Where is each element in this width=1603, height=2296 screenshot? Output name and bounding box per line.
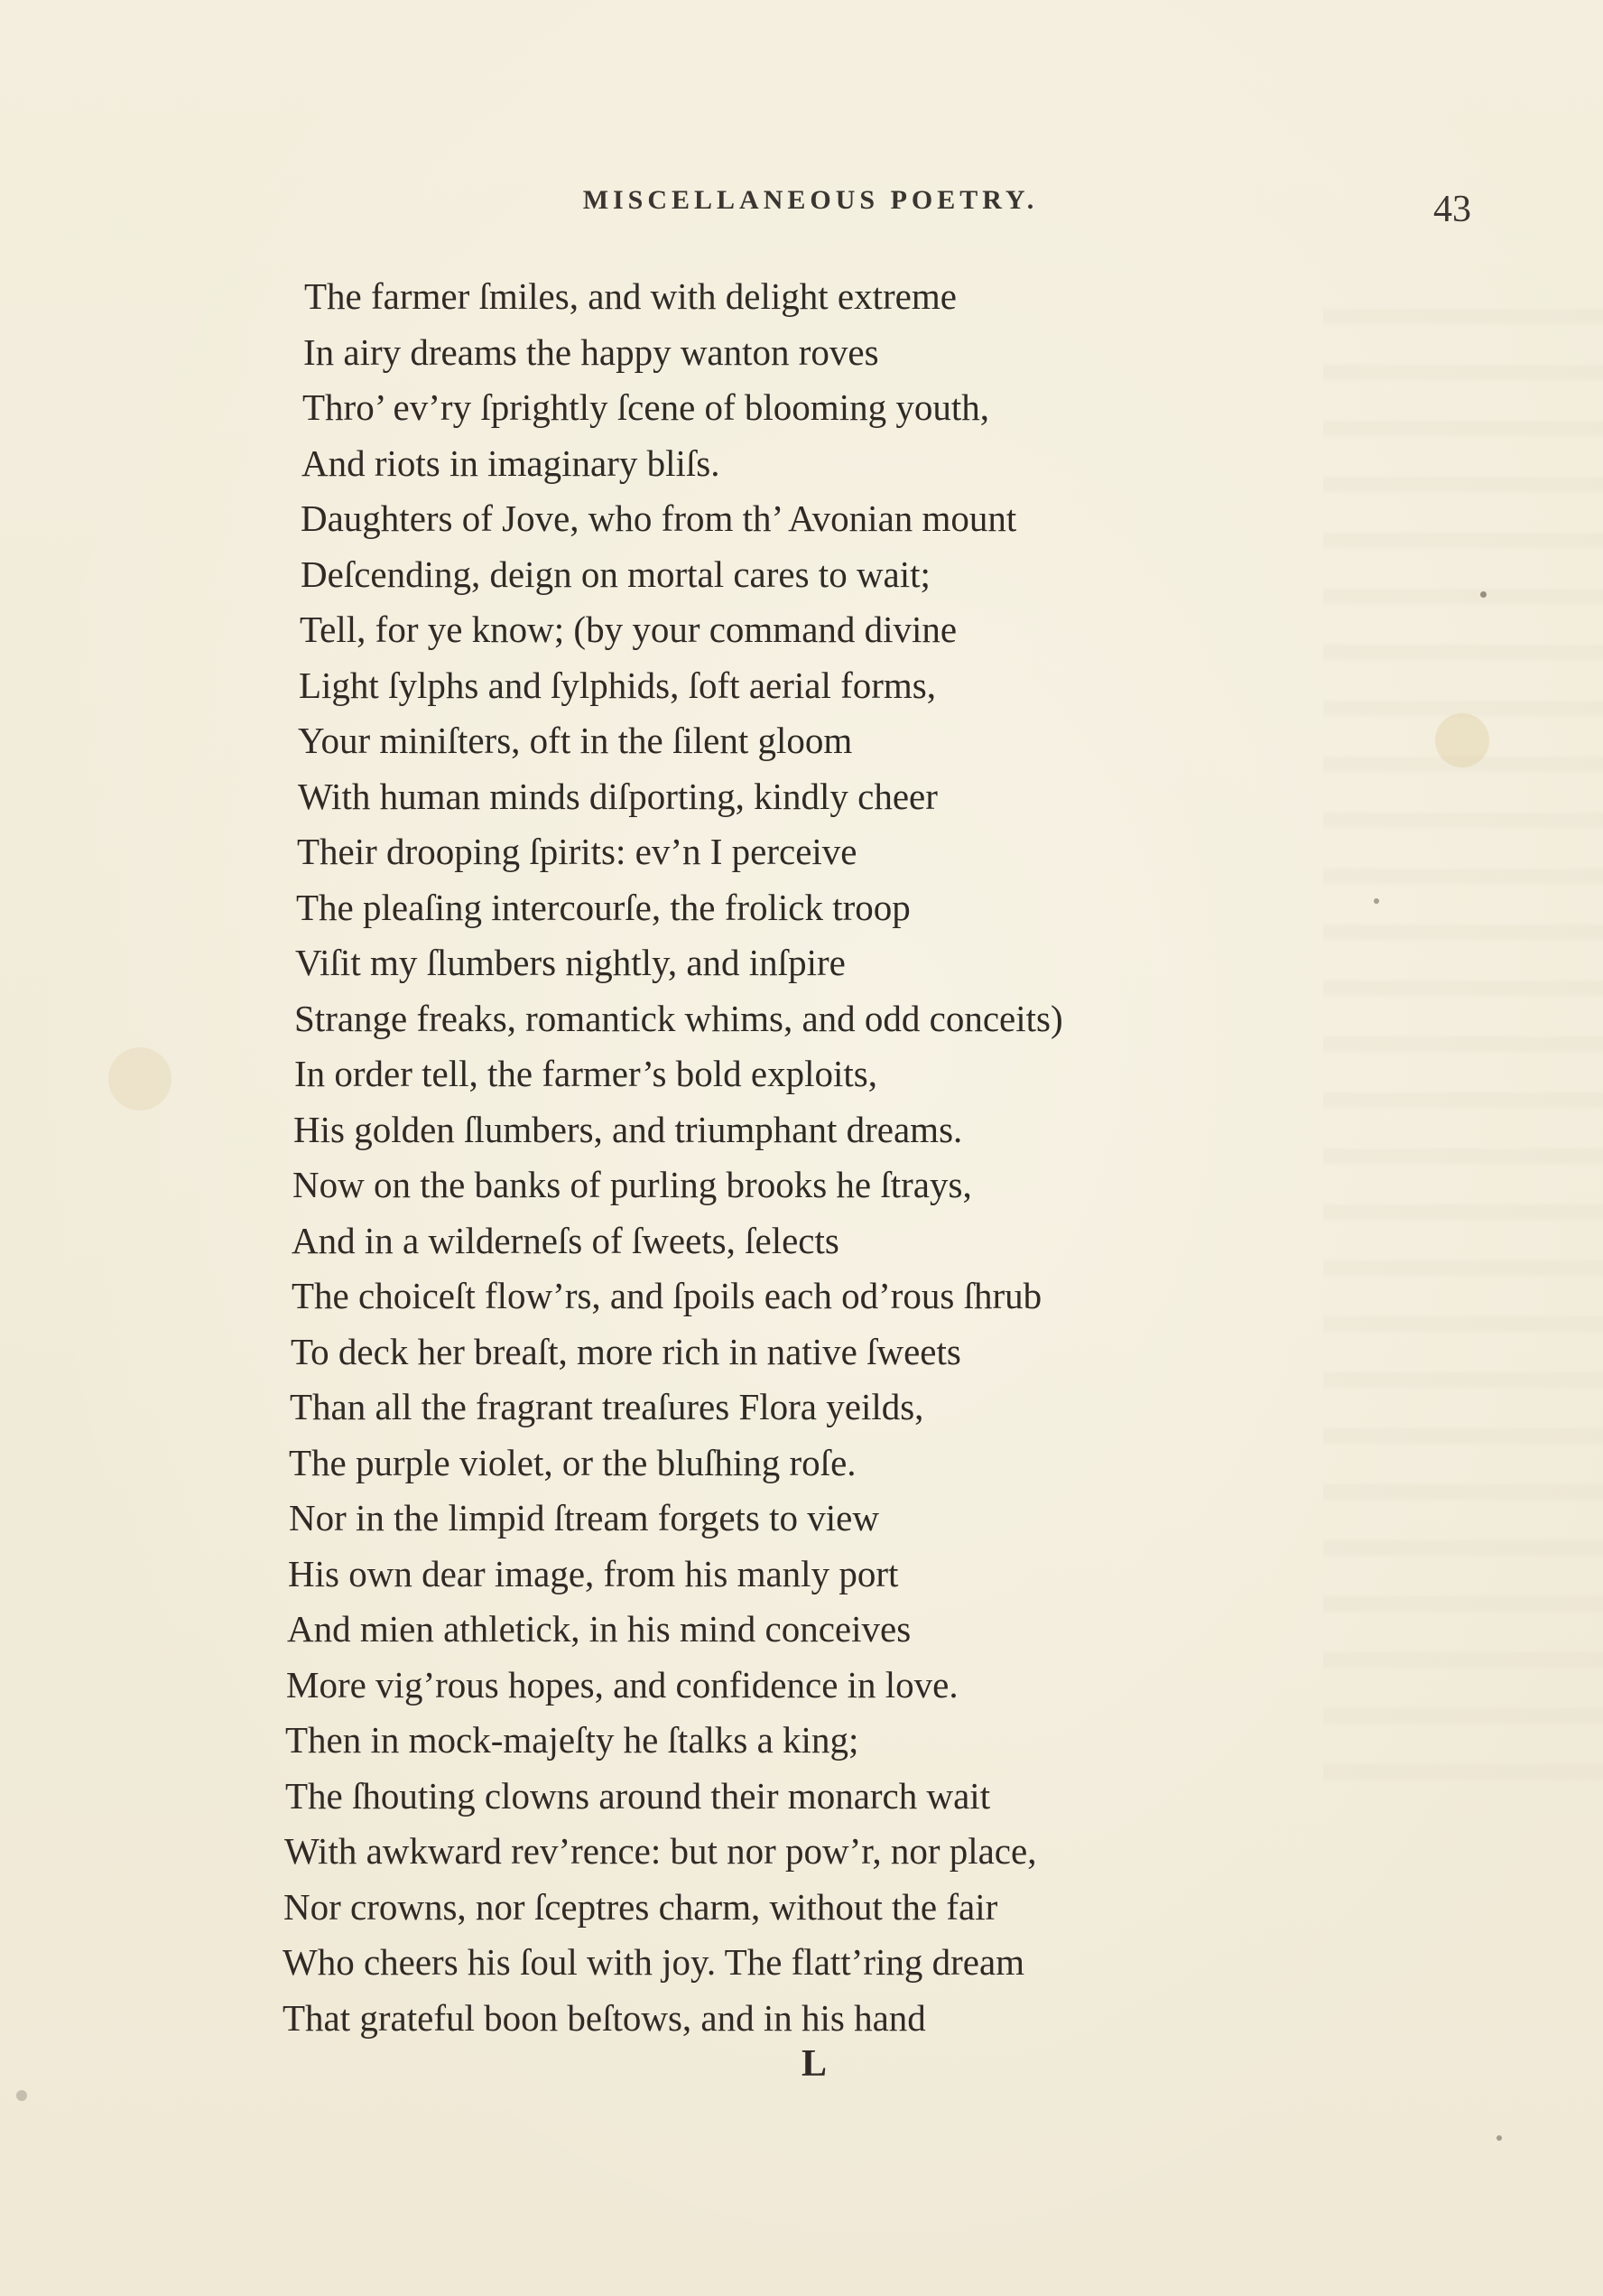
poem-line: Deſcending, deign on mortal cares to wait; bbox=[301, 553, 931, 595]
foxing-spot bbox=[1435, 713, 1489, 767]
poem-line: Nor in the limpid ſtream forgets to view bbox=[289, 1497, 879, 1538]
page-number: 43 bbox=[1433, 189, 1471, 230]
poem-line: Your miniſters, oft in the ſilent gloom bbox=[298, 720, 853, 761]
poem-line: The farmer ſmiles, and with delight extreme bbox=[304, 275, 957, 317]
poem-line: The purple violet, or the bluſhing roſe. bbox=[289, 1441, 857, 1483]
poem-line: Who cheers his ſoul with joy. The flatt’ring dream bbox=[283, 1941, 1025, 1983]
poem-line: Viſit my ſlumbers nightly, and inſpire bbox=[295, 942, 846, 983]
poem-line: With awkward rev’rence: but nor pow’r, nor place, bbox=[284, 1830, 1037, 1872]
poem-line: More vig’rous hopes, and confidence in love. bbox=[286, 1663, 959, 1706]
poem-line: Daughters of Jove, who from th’ Avonian mount bbox=[301, 497, 1017, 539]
poem-line: His golden ſlumbers, and triumphant dreams. bbox=[293, 1108, 963, 1150]
poem-line: Their drooping ſpirits: ev’n I perceive bbox=[297, 831, 857, 872]
poem-line: Strange freaks, romantick whims, and odd conceits) bbox=[294, 997, 1063, 1039]
poem-line: Tell, for ye know; (by your command divine bbox=[300, 609, 958, 650]
poem-line: Now on the banks of purling brooks he ſtrays, bbox=[292, 1164, 972, 1205]
poem-line: The ſhouting clowns around their monarch wait bbox=[285, 1774, 991, 1817]
poem-line: And in a wilderneſs of ſweets, ſelects bbox=[292, 1219, 839, 1261]
poem-line: Thro’ ev’ry ſprightly ſcene of blooming youth, bbox=[302, 386, 989, 428]
poem-line: His own dear image, from his manly port bbox=[288, 1552, 899, 1594]
poem-line: That grateful boon beſtows, and in his hand bbox=[283, 1996, 926, 2039]
foxing-spot bbox=[16, 2090, 27, 2101]
poem-line: Nor crowns, nor ſceptres charm, without the fair bbox=[283, 1885, 998, 1928]
running-head bbox=[0, 185, 1603, 216]
foxing-spot bbox=[1480, 591, 1487, 598]
poem-line: The pleaſing intercourſe, the frolick troop bbox=[296, 886, 911, 928]
signature-mark: L bbox=[802, 2043, 828, 2085]
running-head-text: MISCELLANEOUS POETRY. bbox=[582, 185, 1039, 215]
poem-line: Light ſylphs and ſylphids, ſoft aerial forms, bbox=[299, 664, 937, 706]
poem-line: The choiceſt flow’rs, and ſpoils each od’rous ſhrub bbox=[292, 1275, 1042, 1316]
poem-line: And mien athletick, in his mind conceives bbox=[287, 1608, 912, 1650]
poem-text bbox=[283, 269, 1387, 2046]
poem-line: Than all the fragrant treaſures Flora yeilds, bbox=[290, 1386, 924, 1427]
foxing-spot bbox=[1496, 2135, 1502, 2141]
poem-line: To deck her breaſt, more rich in native ſweets bbox=[291, 1330, 961, 1372]
poem-line: Then in mock-majeſty he ſtalks a king; bbox=[285, 1719, 859, 1761]
poem-line: In order tell, the farmer’s bold exploits, bbox=[294, 1053, 877, 1094]
poem-line: With human minds diſporting, kindly cheer bbox=[298, 775, 938, 817]
poem-line: In airy dreams the happy wanton roves bbox=[303, 330, 879, 373]
poem-line: And riots in imaginary bliſs. bbox=[301, 442, 720, 484]
foxing-spot bbox=[108, 1047, 171, 1111]
